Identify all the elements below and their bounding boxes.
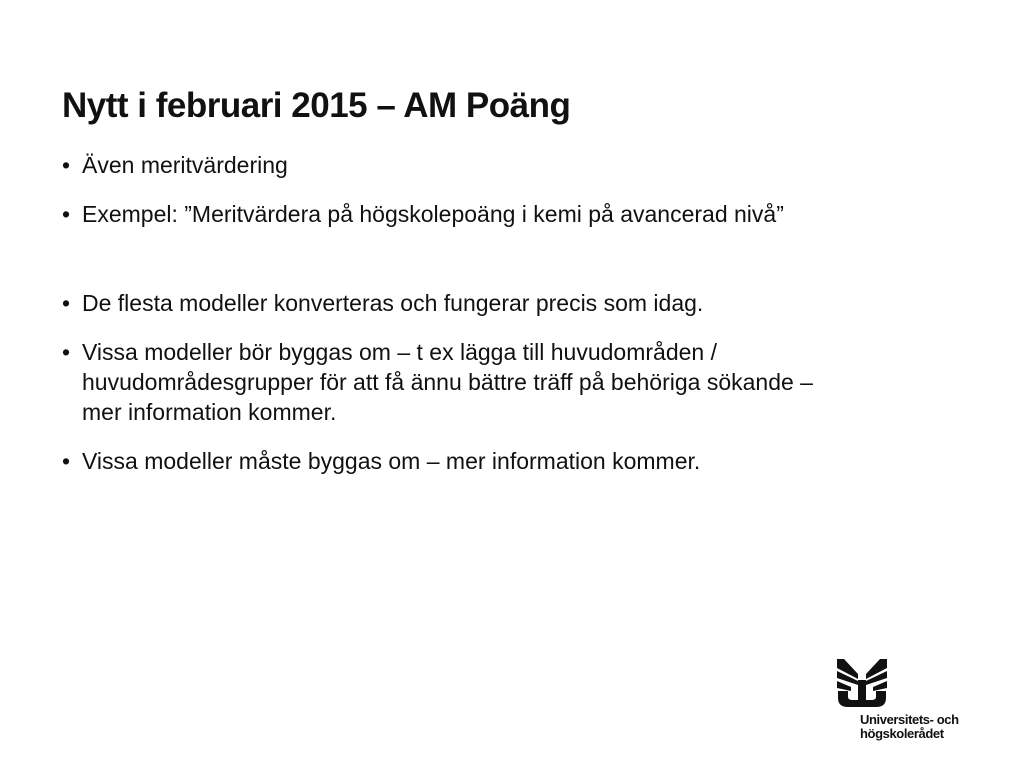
bullet-text: Vissa modeller bör byggas om – t ex lägga till huvudområden / huvudområdesgrupper för att få ännu bättre träff på behöriga sökande – mer information kommer. <box>82 339 813 425</box>
bullet-text: De flesta modeller konverteras och fungerar precis som idag. <box>82 290 704 316</box>
list-item <box>62 446 822 476</box>
logo-text <box>860 713 959 741</box>
bullet-icon: • <box>62 290 71 316</box>
list-item <box>62 199 822 229</box>
bullet-icon: • <box>62 339 71 365</box>
bullet-icon: • <box>62 152 71 178</box>
list-item <box>62 337 822 427</box>
bullet-icon: • <box>62 448 71 474</box>
bullet-text: Exempel: ”Meritvärdera på högskolepoäng i kemi på avancerad nivå” <box>82 201 784 227</box>
bullet-icon: • <box>62 201 71 227</box>
logo-text-line: Universitets- och <box>860 712 959 727</box>
list-item <box>62 150 822 180</box>
uhr-logo <box>834 656 974 746</box>
bullet-text: Vissa modeller måste byggas om – mer information kommer. <box>82 448 701 474</box>
bullet-text: Även meritvärdering <box>82 152 288 178</box>
uhr-book-logo-icon <box>834 656 890 708</box>
slide-title: Nytt i februari 2015 – AM Poäng <box>62 86 571 125</box>
bullet-list <box>62 150 822 495</box>
logo-text-line: högskolerådet <box>860 726 944 741</box>
list-item <box>62 288 822 318</box>
